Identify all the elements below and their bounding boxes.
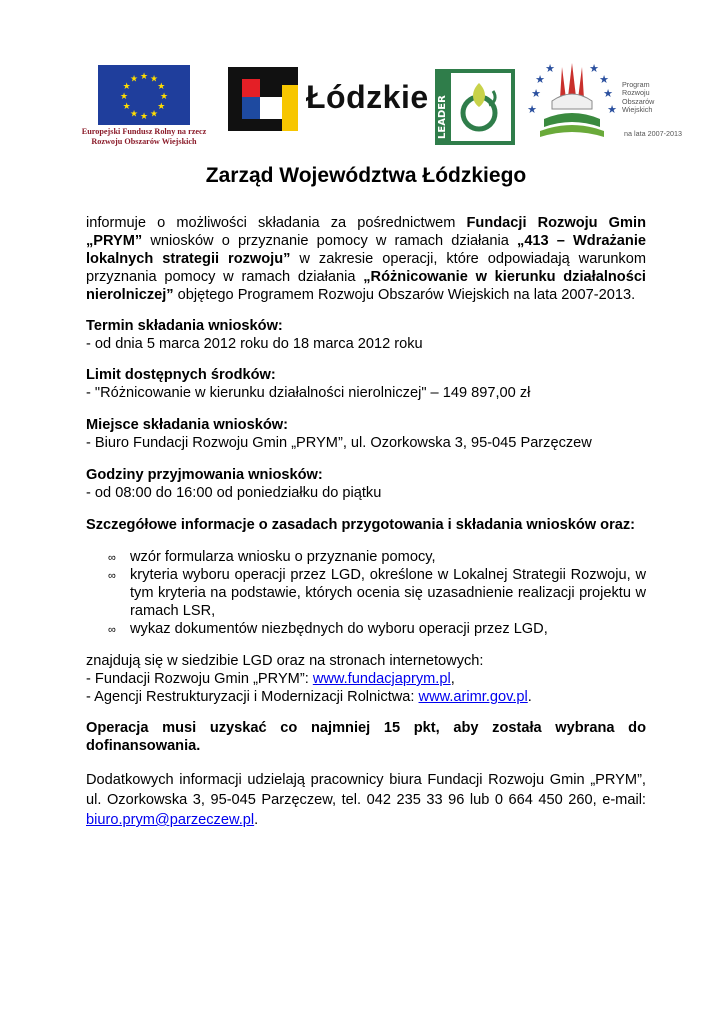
punctuation: . bbox=[254, 812, 259, 828]
intro-paragraph bbox=[86, 214, 646, 304]
prow-line-3: Obszarów bbox=[622, 96, 655, 106]
intro-bold-2: „413 – Wdrażanie lokalnych strategii rozwoju” bbox=[86, 233, 646, 267]
contact-text: Dodatkowych informacji udzielają pracownicy biura Fundacji Rozwoju Gmin „PRYM”, ul. Ozorkowska 3, 95-045 Parzęczew, tel. 042 235 33 96 lub 0 664 450 260, e-mail: bbox=[86, 772, 646, 808]
deadline-section bbox=[86, 317, 646, 353]
svg-text:★: ★ bbox=[157, 82, 166, 92]
section-heading: Termin składania wniosków: bbox=[86, 318, 283, 334]
lodzkie-region-logo-mark bbox=[228, 67, 298, 131]
infinity-bullet-icon: ∞ bbox=[108, 570, 116, 582]
svg-text:★: ★ bbox=[139, 112, 149, 122]
intro-text-1: informuje o możliwości składania za pośrednictwem bbox=[86, 215, 467, 231]
prow-caption bbox=[622, 81, 654, 114]
svg-text:★: ★ bbox=[159, 92, 169, 102]
svg-text:★: ★ bbox=[129, 74, 139, 85]
svg-text:★: ★ bbox=[599, 73, 609, 86]
eu-fund-caption: Europejski Fundusz Rolny na rzecz Rozwoju Obszarów Wiejskich bbox=[81, 127, 207, 146]
websites-intro: znajdują się w siedzibie LGD oraz na stronach internetowych: bbox=[86, 653, 484, 669]
svg-text:★: ★ bbox=[603, 87, 613, 100]
punctuation: , bbox=[450, 671, 455, 687]
email-link[interactable]: biuro.prym@parzeczew.pl bbox=[86, 812, 255, 828]
website-line-prym bbox=[86, 670, 646, 688]
list-item-text: wzór formularza wniosku o przyznanie pomocy, bbox=[130, 549, 436, 565]
submission-place-section bbox=[86, 416, 646, 452]
operation-notice: Operacja musi uzyskać co najmniej 15 pkt, aby została wybrana do dofinansowania. bbox=[86, 720, 646, 754]
list-item bbox=[86, 566, 646, 620]
infinity-bullet-icon: ∞ bbox=[108, 552, 116, 564]
svg-text:★: ★ bbox=[589, 62, 599, 75]
logo-bar bbox=[0, 55, 724, 155]
svg-text:★: ★ bbox=[157, 102, 166, 112]
svg-text:★: ★ bbox=[129, 109, 139, 120]
section-text: - "Różnicowanie w kierunku działalności nierolniczej" – 149 897,00 zł bbox=[86, 385, 531, 401]
section-text: - Biuro Fundacji Rozwoju Gmin „PRYM”, ul. Ozorkowska 3, 95-045 Parzęczew bbox=[86, 435, 592, 451]
page-title: Zarząd Województwa Łódzkiego bbox=[205, 164, 527, 187]
section-text: - od dnia 5 marca 2012 roku do 18 marca 2012 roku bbox=[86, 336, 423, 352]
punctuation: . bbox=[527, 689, 532, 705]
svg-text:★: ★ bbox=[545, 62, 555, 75]
section-heading: Miejsce składania wniosków: bbox=[86, 417, 288, 433]
infinity-bullet-icon: ∞ bbox=[108, 624, 116, 636]
prow-years: na lata 2007-2013 bbox=[624, 129, 682, 138]
svg-text:★: ★ bbox=[531, 87, 541, 100]
website-line-arimr bbox=[86, 688, 646, 706]
contact-paragraph bbox=[86, 770, 646, 830]
svg-text:★: ★ bbox=[122, 102, 131, 112]
eu-flag-logo bbox=[98, 65, 190, 125]
svg-text:★: ★ bbox=[122, 82, 131, 92]
intro-text-2: wniosków o przyznanie pomocy w ramach działania bbox=[142, 233, 518, 249]
details-list bbox=[86, 548, 646, 638]
hours-section bbox=[86, 466, 646, 502]
intro-bold-3: „Różnicowanie w kierunku działalności nierolniczej” bbox=[86, 269, 646, 303]
prow-line-2: Rozwoju bbox=[622, 88, 650, 98]
details-heading: Szczegółowe informacje o zasadach przygotowania i składania wniosków oraz: bbox=[86, 517, 636, 533]
prow-line-1: Program bbox=[622, 80, 650, 89]
prow-logo bbox=[522, 57, 622, 145]
section-text: - od 08:00 do 16:00 od poniedziałku do piątku bbox=[86, 485, 382, 501]
websites-section bbox=[86, 652, 646, 706]
svg-text:★: ★ bbox=[139, 72, 149, 82]
fundacjaprym-link[interactable]: www.fundacjaprym.pl bbox=[312, 671, 451, 687]
intro-bold-1: Fundacji Rozwoju Gmin „PRYM” bbox=[86, 215, 646, 249]
prow-line-4: Wiejskich bbox=[622, 104, 653, 114]
section-heading: Limit dostępnych środków: bbox=[86, 367, 276, 383]
section-heading: Godziny przyjmowania wniosków: bbox=[86, 467, 323, 483]
list-item-text: kryteria wyboru operacji przez LGD, określone w Lokalnej Strategii Rozwoju, w tym kryteria na podstawie, których ocenia się uzasadnienie realizacji projektu w ramach LSR, bbox=[130, 567, 646, 619]
lodzkie-logo-text: Łódzkie bbox=[306, 79, 429, 115]
svg-text:★: ★ bbox=[527, 103, 537, 116]
svg-text:★: ★ bbox=[149, 74, 159, 85]
funds-limit-section bbox=[86, 366, 646, 402]
leader-logo bbox=[435, 69, 515, 145]
intro-text-3: w zakresie operacji, które odpowiadają warunkom przyznania pomocy w ramach działania bbox=[86, 251, 647, 285]
svg-text:★: ★ bbox=[607, 103, 617, 116]
list-item bbox=[86, 620, 646, 638]
leader-logo-text: LEADER bbox=[437, 95, 448, 139]
list-item bbox=[86, 548, 646, 566]
svg-text:★: ★ bbox=[149, 109, 159, 120]
list-item-text: wykaz dokumentów niezbędnych do wyboru operacji przez LGD, bbox=[130, 621, 548, 637]
svg-text:★: ★ bbox=[535, 73, 545, 86]
intro-text-4: objętego Programem Rozwoju Obszarów Wiejskich na lata 2007-2013. bbox=[173, 287, 636, 303]
website-label: - Fundacji Rozwoju Gmin „PRYM”: bbox=[86, 671, 313, 687]
website-label: - Agencji Restrukturyzacji i Modernizacji Rolnictwa: bbox=[86, 689, 419, 705]
arimr-link[interactable]: www.arimr.gov.pl bbox=[418, 689, 528, 705]
svg-text:★: ★ bbox=[119, 92, 129, 102]
